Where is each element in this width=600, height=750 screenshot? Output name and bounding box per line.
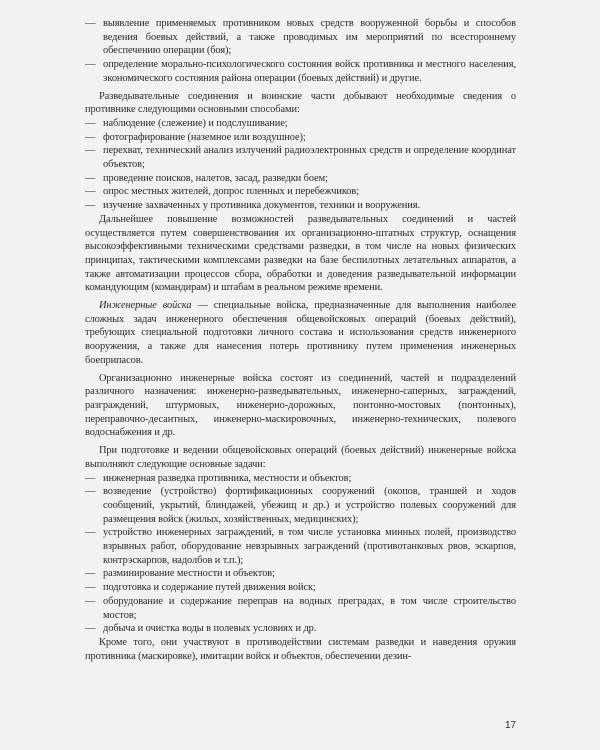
dash-marker: — [85, 131, 96, 143]
dash-marker: — [85, 186, 96, 198]
list-item: — возведение (устройство) фортификационных сооружений (окопов, траншей и ходов сообщений, укрытий, блиндажей, убежищ и др.) и устройство полевых сооружений для размещения войск (жилых, хозяйственных, медицинских); [85, 486, 516, 525]
list-item: — изучение захваченных у противника документов, техники и вооружения. [85, 200, 420, 212]
list-item: — проведение поисков, налетов, засад, разведки боем; [85, 172, 328, 184]
paragraph-engineering-organization: Организационно инженерные войска состоят из соединений, частей и подразделений различного назначения: инженерно-разведывательных, инженерно-саперных, заграждений, разграждений, штурмовых, инженерно-дорожных, понтонно-мостовых (понтонных), переправочно-десантных, инженерно-маскировочных, инженерно-технических, полевого водоснабжения и др. [85, 372, 516, 439]
term-engineering-troops: Инженерные войска [99, 300, 192, 312]
dash-marker: — [85, 568, 96, 580]
list-item: — оборудование и содержание переправ на водных преградах, в том числе строительство мостов; [85, 595, 516, 621]
dash-marker: — [85, 595, 96, 607]
list-item: — разминирование местности и объектов; [85, 568, 275, 580]
top-list [85, 17, 516, 86]
dash-marker: — [85, 527, 96, 539]
paragraph-engineering-tasks: При подготовке и ведении общевойсковых операций (боевых действий) инженерные войска выполняют следующие основные задачи: [85, 445, 516, 470]
list-item: — фотографирование (наземное или воздушное); [85, 131, 306, 143]
dash-marker: — [85, 117, 96, 129]
dash-marker: — [85, 200, 96, 212]
list-item: — выявление применяемых противником новых средств вооруженной борьбы и способов ведения боевых действий, а также проводимых им мероприятий по всестороннему обеспечению операции (боя); [85, 18, 516, 57]
dash-marker: — [85, 486, 96, 498]
list-item: — подготовка и содержание путей движения войск; [85, 582, 316, 594]
list-item: — добыча и очистка воды в полевых условиях и др. [85, 623, 317, 635]
dash-marker: — [85, 172, 96, 184]
dash-marker: — [85, 472, 96, 484]
list-item: — инженерная разведка противника, местности и объектов; [85, 472, 352, 484]
recon-methods-list [85, 117, 516, 213]
list-item: — наблюдение (слежение) и подслушивание; [85, 117, 288, 129]
page-number: 17 [505, 720, 516, 732]
dash-marker: — [85, 623, 96, 635]
engineering-tasks-list [85, 472, 516, 636]
dash-marker: — [85, 18, 96, 29]
list-item: — устройство инженерных заграждений, в том числе установка минных полей, производство взрывных работ, оборудование невзрывных заграждений (противотанковых рвов, эскарпов, контрэскарпов, надолбов и т.п.); [85, 527, 516, 566]
list-item: — определение морально-психологического состояния войск противника и местного населения, экономического состояния района операции (боевых действий) и другие. [85, 59, 516, 84]
dash-marker: — [85, 145, 96, 157]
paragraph-recon-intro: Разведывательные соединения и воинские части добывают необходимые сведения о противнике следующими основными способами: [85, 90, 516, 116]
dash-marker: — [85, 59, 96, 71]
list-item: — опрос местных жителей, допрос пленных и перебежчиков; [85, 186, 360, 198]
paragraph-last: Кроме того, они участвуют в противодействии системам разведки и наведения оружия противника (маскировке), имитации войск и объектов, обеспечении дезин- [85, 636, 516, 662]
list-item: — перехват, технический анализ излучений радиоэлектронных средств и определение координат объектов; [85, 145, 516, 171]
paragraph-engineering-definition: Инженерные войска — специальные войска, предназначенные для выполнения наиболее сложных задач инженерного обеспечения общевойсковых операций (боевых действий), требующих специальной подготовки личного состава и использования средств инженерного вооружения, а также для нанесения потерь противнику путем применения инженерных боеприпасов. [85, 300, 516, 366]
paragraph-recon-future: Дальнейшее повышение возможностей разведывательных соединений и частей осуществляется путем совершенствования их организационно-штатных структур, оснащения высокоэффективными техническими средствами разведки, в том числе на новых физических принципах, тактическими комплексами разведки на базе беспилотных летательных аппаратов, а также автоматизации процессов сбора, обработки и доведения разведывательной информации командующим (командирам) и штабам в реальном режиме времени. [85, 213, 516, 294]
dash-marker: — [85, 582, 96, 594]
